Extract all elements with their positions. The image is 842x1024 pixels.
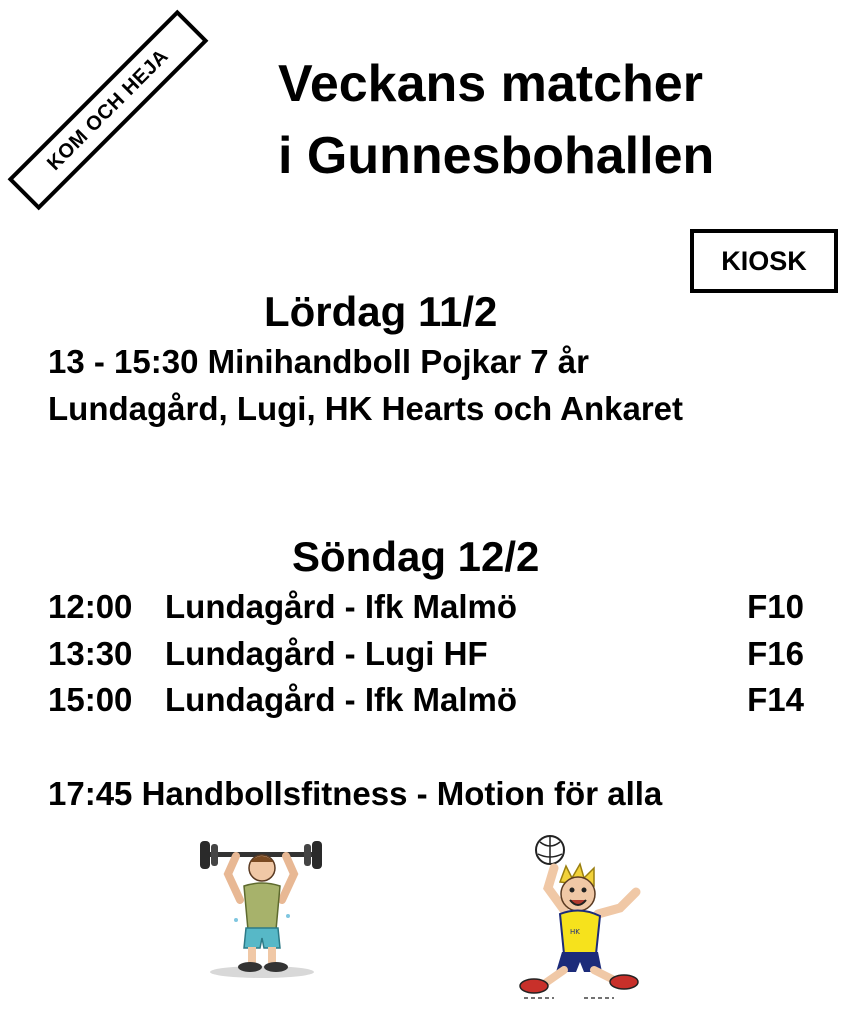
handball-player-illustration xyxy=(494,830,654,1005)
fitness-event-line: 17:45 Handbollsfitness - Motion för alla xyxy=(48,775,663,812)
match-time: 15:00 xyxy=(48,681,133,718)
match-time: 13:30 xyxy=(48,635,133,672)
match-time: 12:00 xyxy=(48,588,133,625)
match-class: F14 xyxy=(747,681,804,718)
saturday-event-line-2: Lundagård, Lugi, HK Hearts och Ankaret xyxy=(48,390,684,427)
kom-och-heja-stamp: KOM OCH HEJA xyxy=(8,10,209,211)
saturday-heading: Lördag 11/2 xyxy=(264,288,498,335)
match-row xyxy=(48,587,808,631)
match-teams: Lundagård - Ifk Malmö xyxy=(165,588,518,625)
kiosk-box: KIOSK xyxy=(690,229,838,293)
match-teams: Lundagård - Lugi HF xyxy=(165,635,488,672)
saturday-event-line-1: 13 - 15:30 Minihandboll Pojkar 7 år xyxy=(48,343,590,380)
match-class: F10 xyxy=(747,588,804,625)
page-title-line-2: i Gunnesbohallen xyxy=(278,127,715,185)
match-row xyxy=(48,634,808,678)
svg-text:HK: HK xyxy=(570,928,580,936)
match-teams: Lundagård - Ifk Malmö xyxy=(165,681,518,718)
sunday-heading: Söndag 12/2 xyxy=(292,533,540,580)
match-row xyxy=(48,680,808,724)
page-title-line-1: Veckans matcher xyxy=(278,55,703,113)
weightlifter-illustration xyxy=(196,830,326,980)
match-class: F16 xyxy=(747,635,804,672)
